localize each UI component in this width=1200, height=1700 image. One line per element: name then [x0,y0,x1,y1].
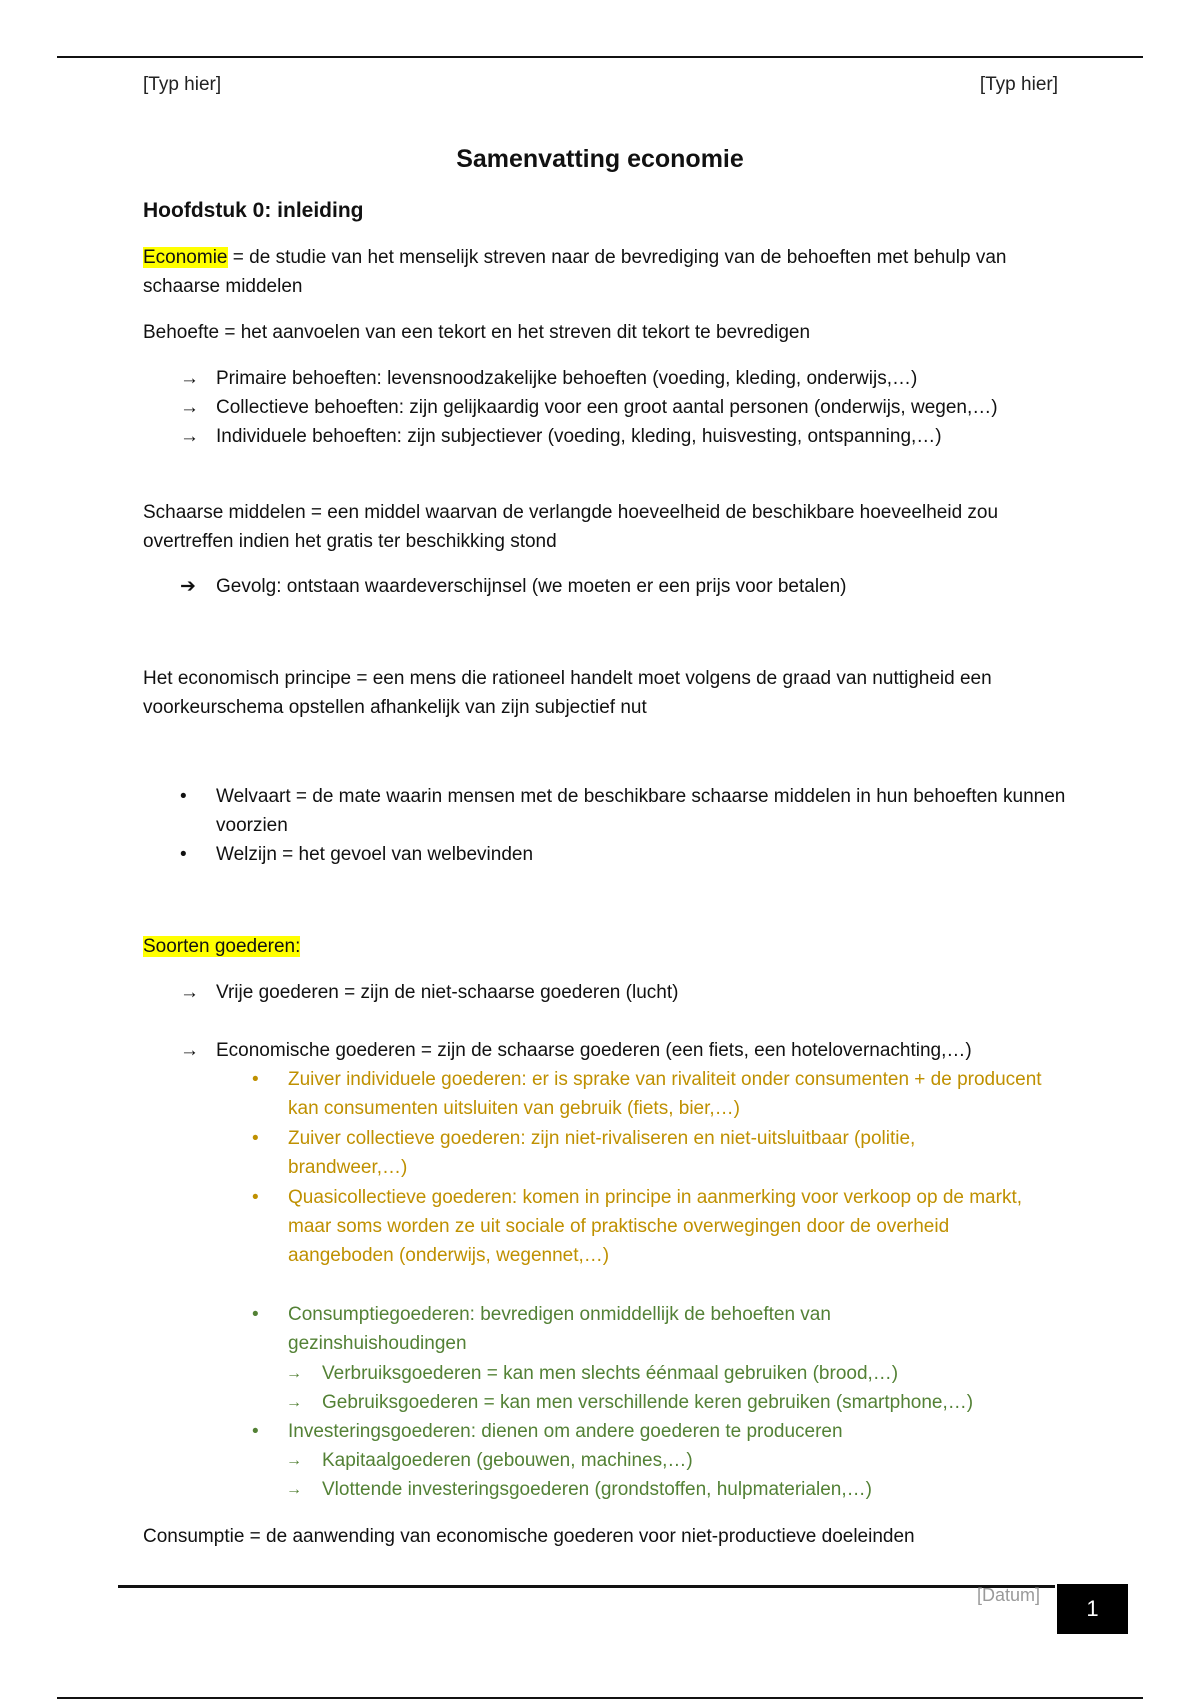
quasicollectieve-item: Quasicollectieve goederen: komen in principe in aanmerking voor verkoop op de markt, maar soms worden ze uit sociale of praktische overwegingen door de overheid aangeboden (onderwijs, wegennet,…) [288,1187,1023,1266]
vlottende-item: Vlottende investeringsgoederen (grondstoffen, hulpmaterialen,…) [322,1479,872,1500]
consumptie-definition: Consumptie = de aanwending van economische goederen voor niet-productieve doeleinden [143,1526,915,1547]
arrow-icon: → [286,1481,302,1498]
arrow-icon: → [180,368,199,389]
verbruiksgoederen-item: Verbruiksgoederen = kan men slechts éénmaal gebruiken (brood,…) [322,1363,899,1384]
soorten-goederen-heading [143,932,1073,961]
bullet-icon: • [252,1187,259,1208]
arrow-icon: → [286,1365,302,1382]
gevolg-text: Gevolg: ontstaan waardeverschijnsel (we moeten er een prijs voor betalen) [216,576,847,597]
footer-rule [118,1585,1055,1588]
schaarse-middelen-definition: Schaarse middelen = een middel waarvan de verlangde hoeveelheid de beschikbare hoeveelheid zou overtreffen indien het gratis ter beschikking stond [143,502,999,552]
header-right: [Typ hier] [979,74,1058,95]
list-item: Individuele behoeften: zijn subjectiever (voeding, kleding, huisvesting, ontspanning,…) [216,426,942,447]
page-title: Samenvatting economie [456,145,744,173]
bullet-icon: • [252,1304,259,1325]
page-number: 1 [1057,1584,1128,1634]
kapitaalgoederen-item: Kapitaalgoederen (gebouwen, machines,…) [322,1450,693,1471]
consumptiegoederen-item: Consumptiegoederen: bevredigen onmiddellijk de behoeften van gezinshuishoudingen [288,1304,831,1354]
footer-datum: [Datum] [976,1585,1040,1605]
arrow-icon: → [180,1040,199,1061]
economie-def: = de studie van het menselijk streven naar de bevrediging van de behoeften met behulp van schaarse middelen [143,247,1007,297]
arrow-icon: → [180,426,199,447]
arrow-icon: → [180,982,199,1003]
arrow-icon: → [286,1394,302,1411]
gebruiksgoederen-item: Gebruiksgoederen = kan men verschillende keren gebruiken (smartphone,…) [322,1392,974,1413]
chapter-heading: Hoofdstuk 0: inleiding [143,199,364,222]
welvaart-item: Welvaart = de mate waarin mensen met de beschikbare schaarse middelen in hun behoeften kunnen voorzien [216,786,1066,836]
investeringsgoederen-item: Investeringsgoederen: dienen om andere goederen te produceren [288,1421,843,1442]
bottom-rule [57,1697,1143,1699]
arrow-icon: → [286,1452,302,1469]
welzijn-item: Welzijn = het gevoel van welbevinden [216,844,534,865]
arrow-icon: → [180,397,199,418]
bullet-icon: • [252,1128,259,1149]
zuiver-individuele-item: Zuiver individuele goederen: er is sprake van rivaliteit onder consumenten + de producent kan consumenten uitsluiten van gebruik (fiets, bier,…) [288,1069,1042,1119]
zuiver-collectieve-item: Zuiver collectieve goederen: zijn niet-rivaliseren en niet-uitsluitbaar (politie, brandweer,…) [288,1128,916,1178]
vrije-goederen-item: Vrije goederen = zijn de niet-schaarse goederen (lucht) [216,982,679,1003]
list-item: Collectieve behoeften: zijn gelijkaardig voor een groot aantal personen (onderwijs, wegen,…) [216,397,998,418]
soorten-goederen-label: Soorten goederen: [143,936,301,957]
economie-term: Economie [143,247,228,268]
bullet-icon: • [252,1421,259,1442]
list-item: Primaire behoeften: levensnoodzakelijke behoeften (voeding, kleding, onderwijs,…) [216,368,918,389]
economisch-principe-definition: Het economisch principe = een mens die rationeel handelt moet volgens de graad van nuttigheid een voorkeurschema opstellen afhankelijk van zijn subjectief nut [143,668,992,718]
bullet-icon: • [252,1069,259,1090]
header-left: [Typ hier] [143,74,222,95]
header-rule [57,56,1143,58]
bullet-icon: • [180,844,187,865]
economische-goederen-item: Economische goederen = zijn de schaarse goederen (een fiets, een hotelovernachting,…) [216,1040,972,1061]
behoefte-definition: Behoefte = het aanvoelen van een tekort en het streven dit tekort te bevredigen [143,322,811,343]
bold-arrow-icon: ➔ [180,576,196,597]
economie-definition [143,243,1073,301]
bullet-icon: • [180,786,187,807]
